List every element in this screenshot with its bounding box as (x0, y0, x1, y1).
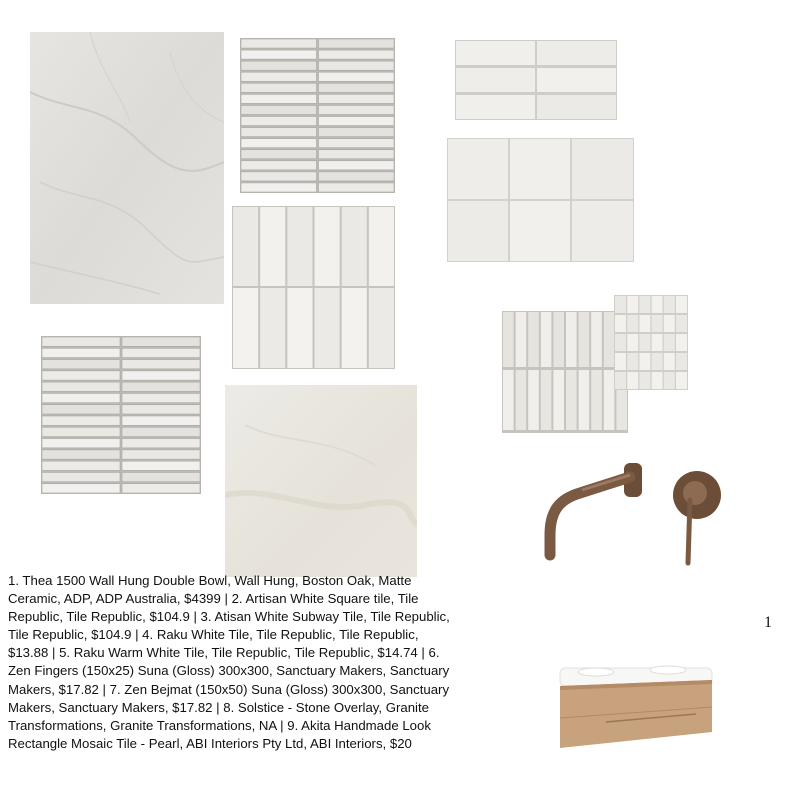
subway-tile-swatch (455, 40, 617, 120)
mixer-icon (673, 471, 721, 563)
square-tile-swatch (447, 138, 634, 262)
warm-marble-tile-swatch (225, 385, 417, 577)
akita-mosaic-tile-swatch (502, 295, 688, 433)
bronze-tapware-image (540, 455, 725, 570)
spout-icon (550, 463, 642, 555)
zen-fingers-tile-swatch-2 (41, 336, 201, 494)
zen-fingers-tile-swatch (240, 38, 395, 193)
stone-overlay-swatch (30, 32, 224, 304)
page-number: 1 (764, 614, 772, 631)
product-list-caption: 1. Thea 1500 Wall Hung Double Bowl, Wall Hung, Boston Oak, Matte Ceramic, ADP, ADP Australia, $4399 | 2. Artisan White Square tile, Tile Republic, Tile Republic, $104.9 | 3. Atisan White Subway Tile, Tile Republic, Tile Republic, $104.9 | 4. Raku White Tile, Tile Republic, Tile Republic, $13.88 | 5. Raku Warm White Tile, Tile Republic, Tile Republic, $14.74 | 6. Zen Fingers (150x25) Suna (Gloss) 300x300, Sanctuary Makers, Sanctuary Makers, $17.82 | 7. Zen Bejmat (150x50) Suna (Gloss) 300x300, Sanctuary Makers, Sanctuary Makers, $17.82 | 8. Solstice - Stone Overlay, Granite Transformations, Granite Transformations, NA | 9. Akita Handmade Look Rectangle Mosaic Tile - Pearl, ABI Interiors Pty Ltd, ABI Interiors, $20 (8, 573, 450, 751)
bejmat-tile-swatch (232, 206, 395, 369)
wall-hung-vanity-image (556, 662, 716, 752)
